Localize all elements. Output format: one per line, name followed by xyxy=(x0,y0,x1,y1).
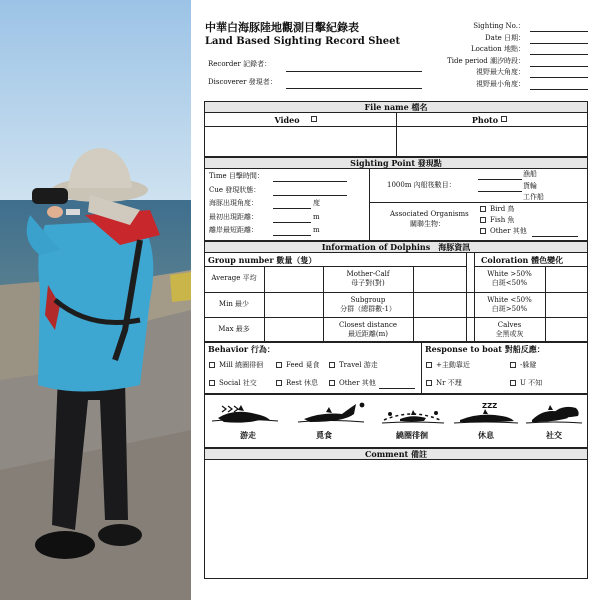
meta-field-label: Sighting No.： xyxy=(473,22,525,30)
associated-label-en: Associated Organisms xyxy=(390,210,469,218)
associated-label-zh: 關聯生物： xyxy=(410,220,445,228)
rule xyxy=(474,266,588,267)
sighting-field-label: 海豚出現角度： xyxy=(209,199,258,207)
sighting-field-unit: 度 xyxy=(313,199,320,207)
title-chinese: 中華白海豚陸地觀測目擊紀錄表 xyxy=(205,21,359,34)
shoe xyxy=(98,524,142,546)
dolphins-header: Information of Dolphins 海豚資訊 xyxy=(204,241,588,253)
recorder-label: Recorder 記錄者： xyxy=(208,60,272,68)
meta-field-label: 視野最小角度： xyxy=(476,79,525,88)
file-name-header: File name 檔名 xyxy=(204,101,588,113)
associated-checkbox[interactable] xyxy=(480,228,486,234)
behavior-option-label: Feed 覓食 xyxy=(286,361,320,369)
group-row-mid-zh: 母子對(對) xyxy=(351,279,385,287)
behavior-other-input-line[interactable] xyxy=(379,388,415,389)
meta-field-input-line[interactable] xyxy=(530,43,588,44)
sighting-field-unit: m xyxy=(313,226,320,234)
binocular-label xyxy=(66,209,80,215)
sighting-field-input-line[interactable] xyxy=(273,181,347,182)
rule xyxy=(466,253,467,342)
response-header: Response to boat 對船反應： xyxy=(425,344,545,354)
mill-dolphin-icon xyxy=(382,410,444,423)
sighting-field-unit: m xyxy=(313,212,320,221)
photo-checkbox[interactable] xyxy=(501,116,507,122)
behavior-checkbox[interactable] xyxy=(329,380,335,386)
behavior-header: Behavior 行為： xyxy=(208,344,275,354)
associated-other-input-line[interactable] xyxy=(532,236,578,237)
rule xyxy=(396,113,397,157)
meta-field-label: Date 日期： xyxy=(485,33,525,42)
associated-checkbox[interactable] xyxy=(480,217,486,223)
coloration-header: Coloration 體色變化 xyxy=(481,255,564,265)
rule xyxy=(545,266,546,342)
seawall-marker xyxy=(170,272,191,302)
group-row-mid-en: Subgroup xyxy=(350,295,386,304)
coloration-row-en: White <50% xyxy=(487,295,532,304)
associated-label: Fish 魚 xyxy=(490,216,515,224)
behavior-icon-label: 休息 xyxy=(478,430,494,440)
response-checkbox[interactable] xyxy=(426,380,432,386)
behavior-checkbox[interactable] xyxy=(209,380,215,386)
sighting-point-header: Sighting Point 發現點 xyxy=(204,157,588,169)
boat-count-input-line[interactable] xyxy=(478,202,522,203)
rule xyxy=(413,266,414,342)
sighting-field-label: 最初出現距離： xyxy=(209,212,258,221)
response-checkbox[interactable] xyxy=(510,380,516,386)
meta-field-input-line[interactable] xyxy=(530,89,588,90)
title-english: Land Based Sighting Record Sheet xyxy=(205,36,401,47)
recorder-input-line[interactable] xyxy=(286,71,422,72)
coloration-row-en: White >50% xyxy=(487,270,532,278)
rule xyxy=(369,169,370,241)
video-checkbox[interactable] xyxy=(311,116,317,122)
response-option-label: -躲避 xyxy=(520,361,537,369)
rule xyxy=(204,317,588,318)
behavior-checkbox[interactable] xyxy=(276,362,282,368)
observer-photo-illustration xyxy=(0,0,191,600)
coloration-row-zh: 白斑<50% xyxy=(491,279,528,287)
group-row-mid-zh: 最近距離(m) xyxy=(347,329,389,338)
behavior-option-label: Other 其他 xyxy=(339,379,376,387)
binoculars xyxy=(32,188,68,204)
response-checkbox[interactable] xyxy=(426,362,432,368)
response-option-label: U 不知 xyxy=(520,379,543,387)
group-row-mid-en: Mother-Calf xyxy=(346,270,390,278)
coloration-row-zh: 全黑或灰 xyxy=(495,329,524,338)
behavior-icon-label: 繞圈徘徊 xyxy=(396,430,428,440)
meta-field-input-line[interactable] xyxy=(530,31,588,32)
observer-photo xyxy=(0,0,191,600)
boat-type-label: 工作船 xyxy=(523,193,544,201)
group-row-label: Average 平均 xyxy=(211,274,257,282)
group-row-label: Max 最多 xyxy=(218,324,250,333)
meta-field-input-line[interactable] xyxy=(530,54,588,55)
behavior-option-label: Travel 游走 xyxy=(339,361,378,369)
sighting-field-input-line[interactable] xyxy=(273,222,311,223)
rest-zzz-text: ZZZ xyxy=(482,402,498,410)
boat-count-input-line[interactable] xyxy=(478,191,522,192)
associated-label: Other 其他 xyxy=(490,227,527,235)
sighting-field-input-line[interactable] xyxy=(273,208,311,209)
discoverer-input-line[interactable] xyxy=(286,88,422,89)
feed-dolphin-icon xyxy=(298,403,364,422)
behavior-checkbox[interactable] xyxy=(276,380,282,386)
boat-count-input-line[interactable] xyxy=(478,179,522,180)
comment-header: Comment 備註 xyxy=(204,448,588,460)
behavior-icon-label: 社交 xyxy=(546,430,562,440)
meta-field-label: 視野最大角度： xyxy=(476,68,525,76)
shoe xyxy=(35,531,95,559)
response-option-label: +主動靠近 xyxy=(436,361,470,369)
coloration-row-en: Calves xyxy=(497,320,522,329)
sighting-field-input-line[interactable] xyxy=(273,195,347,196)
sighting-field-label: Time 目擊時間： xyxy=(209,172,264,180)
response-option-label: Nr 不理 xyxy=(436,379,462,387)
group-row-label: Min 最少 xyxy=(218,299,250,308)
behavior-option-label: Mill 繞圈徘徊 xyxy=(219,361,264,369)
behavior-option-label: Rest 休息 xyxy=(286,379,319,387)
boat-count-label: 1000m 內船筏數目： xyxy=(387,181,456,189)
group-row-mid-en: Closest distance xyxy=(338,320,398,329)
meta-field-label: Tide period 潮汐時段： xyxy=(447,56,525,65)
group-number-header: Group number 數量（隻） xyxy=(208,255,317,265)
rest-dolphin-icon xyxy=(454,402,518,423)
record-sheet xyxy=(192,0,600,600)
behavior-icon-label: 覓食 xyxy=(316,430,332,440)
meta-field-input-line[interactable] xyxy=(530,77,588,78)
behavior-checkbox[interactable] xyxy=(329,362,335,368)
rule xyxy=(204,292,588,293)
sighting-field-label: 離岸最短距離： xyxy=(209,226,258,234)
boat-type-label: 漁船 xyxy=(523,170,537,178)
coloration-row-zh: 白斑>50% xyxy=(491,304,528,313)
rule xyxy=(421,342,422,394)
comment-box[interactable] xyxy=(204,448,588,579)
sighting-field-label: Cue 發現狀態： xyxy=(209,185,261,194)
sighting-field-input-line[interactable] xyxy=(273,235,311,236)
associated-checkbox[interactable] xyxy=(480,206,486,212)
discoverer-label: Discoverer 發現者： xyxy=(208,78,277,86)
boat-type-label: 貨輪 xyxy=(523,181,537,190)
behavior-option-label: Social 社交 xyxy=(219,379,257,387)
response-checkbox[interactable] xyxy=(510,362,516,368)
group-row-mid-zh: 分群（總群數-1） xyxy=(340,304,396,313)
video-label: Video xyxy=(274,115,300,125)
photo-label: Photo xyxy=(471,115,499,125)
rule xyxy=(204,266,466,267)
behavior-icon-label: 游走 xyxy=(240,430,256,440)
associated-label: Bird 鳥 xyxy=(490,205,515,213)
behavior-checkbox[interactable] xyxy=(209,362,215,368)
meta-field-label: Location 地點： xyxy=(471,45,525,53)
hand xyxy=(47,206,63,218)
meta-field-input-line[interactable] xyxy=(530,66,588,67)
social-dolphin-icon xyxy=(526,405,582,423)
rule xyxy=(264,266,265,342)
travel-dolphin-icon xyxy=(212,405,278,423)
